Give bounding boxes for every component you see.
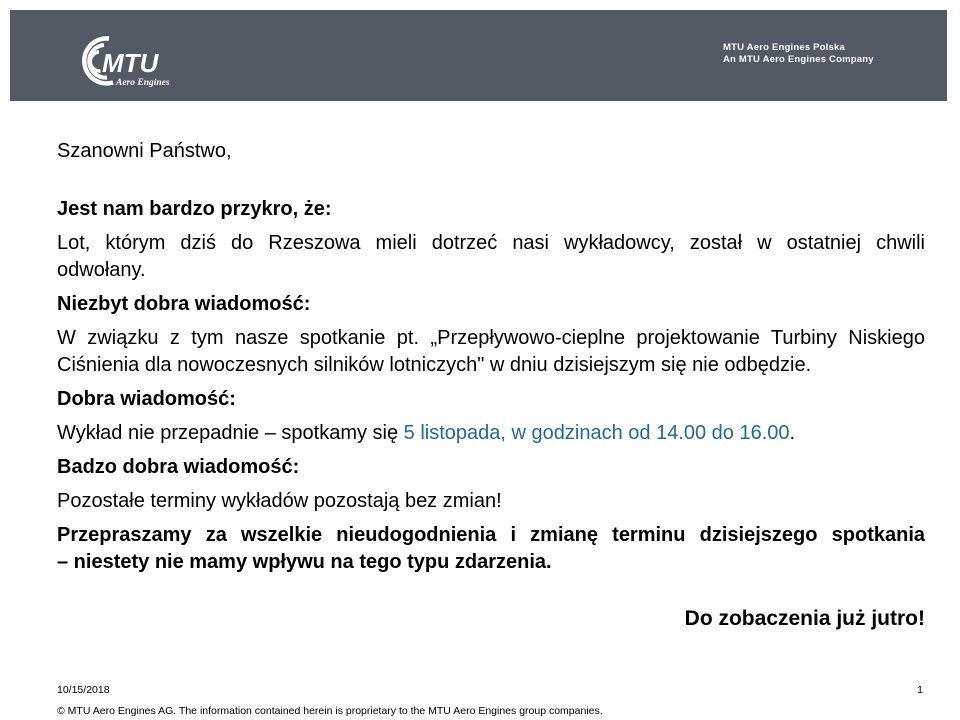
apology-line1: Przepraszamy za wszelkie nieudogodnienia i zmianę terminu dzisiejszego spotkania xyxy=(57,524,925,546)
slide-body xyxy=(57,138,925,639)
good-news-heading: Dobra wiadomość: xyxy=(57,388,236,410)
flight-cancelled-line1: Lot, którym dziś do Rzeszowa mieli dotrzeć nasi wykładowcy, został w ostatniej chwili xyxy=(57,232,925,254)
footer-copyright: © MTU Aero Engines AG. The information contained herein is proprietary to the MTU Aero Engines group companies. xyxy=(57,705,603,717)
lecture-reschedule-text: Wykład nie przepadnie – spotkamy się xyxy=(57,422,404,444)
header-bar xyxy=(10,10,947,101)
header-company-block xyxy=(723,42,874,66)
very-good-news-heading: Badzo dobra wiadomość: xyxy=(57,456,300,478)
apology-paragraph xyxy=(57,522,925,576)
meeting-cancelled-line2: Ciśnienia dla nowoczesnych silników lotniczych" w dniu dzisiejszym się nie odbędzie. xyxy=(57,354,812,376)
footer-date: 10/15/2018 xyxy=(57,684,110,696)
flight-cancelled-paragraph xyxy=(57,230,925,284)
header-company-tagline: An MTU Aero Engines Company xyxy=(723,54,874,65)
header-company-name: MTU Aero Engines Polska xyxy=(723,42,845,53)
logo-sub-text: Aero Engines xyxy=(116,78,170,88)
mtu-logo xyxy=(62,33,187,91)
logo-inner-arc xyxy=(90,52,100,71)
lecture-reschedule-paragraph xyxy=(57,420,925,447)
logo-brand-text: MTU xyxy=(102,48,159,78)
footer-page-number: 1 xyxy=(917,684,923,696)
lecture-new-date: 5 listopada, w godzinach od 14.00 do 16.00 xyxy=(403,422,790,444)
meeting-cancelled-paragraph xyxy=(57,325,925,379)
other-dates-text: Pozostałe terminy wykładów pozostają bez zmian! xyxy=(57,490,502,512)
salutation: Szanowni Państwo, xyxy=(57,140,232,162)
apology-line2: – niestety nie mamy wpływu na tego typu zdarzenia. xyxy=(57,551,552,573)
lecture-reschedule-period: . xyxy=(789,422,796,444)
bad-news-heading: Niezbyt dobra wiadomość: xyxy=(57,293,311,315)
closing-text: Do zobaczenia już jutro! xyxy=(684,607,925,630)
meeting-cancelled-line1: W związku z tym nasze spotkanie pt. „Przepływowo-cieplne projektowanie Turbiny Niskiego xyxy=(57,327,925,349)
sorry-heading: Jest nam bardzo przykro, że: xyxy=(57,198,332,220)
flight-cancelled-line2: odwołany. xyxy=(57,259,146,281)
